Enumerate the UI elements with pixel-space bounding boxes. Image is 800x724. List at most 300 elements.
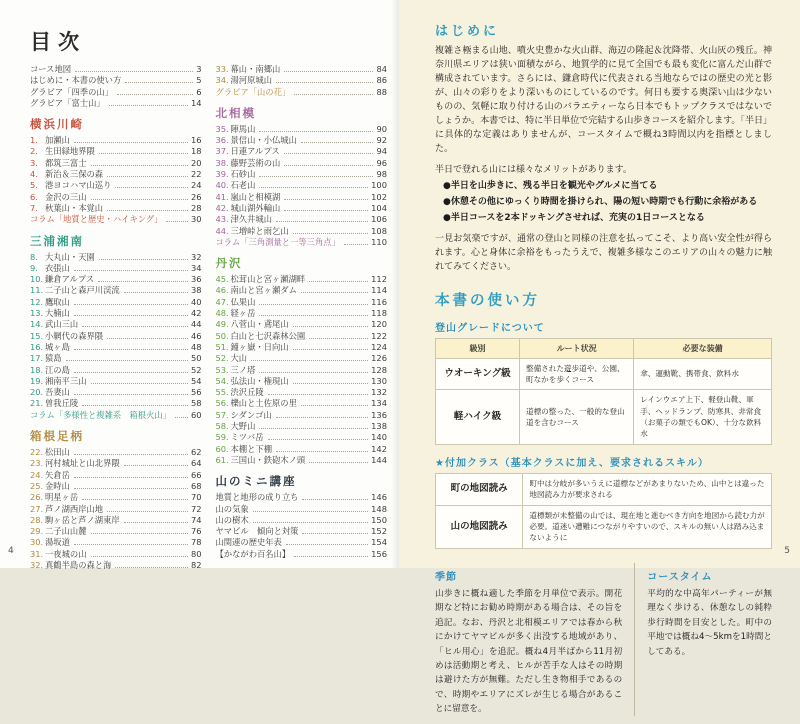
skill-name: 町の地図読み	[436, 473, 523, 505]
toc-entry-title: 新治＆三保の森	[45, 169, 104, 180]
dotted-leader	[74, 315, 188, 316]
toc-entry-page: 96	[376, 157, 387, 168]
toc-entry	[30, 492, 202, 503]
toc-entry-title: ミツバ岳	[230, 432, 264, 443]
toc-entry-title: 八菅山・鳶尾山	[230, 319, 289, 330]
dotted-leader	[175, 417, 188, 418]
toc-entry-page: 86	[376, 75, 387, 86]
toc-entry	[30, 146, 202, 157]
toc-entry-title: 櫟山と土佐原の里	[230, 398, 297, 409]
toc-entry-page: 88	[376, 86, 387, 97]
toc-entry	[30, 98, 202, 109]
toc-entry	[30, 285, 202, 296]
toc-entry-page: 84	[376, 64, 387, 74]
toc-entry	[216, 410, 388, 421]
toc-entry-title: 金時山	[45, 480, 70, 491]
dotted-leader	[166, 221, 188, 222]
toc-section-heading: 三浦湘南	[30, 233, 84, 248]
toc-entry	[216, 353, 388, 364]
toc-entry-title: 湘南平三山	[45, 375, 87, 386]
toc-entry-page: 122	[371, 330, 387, 341]
dotted-leader	[115, 187, 188, 188]
right-page-number: 5	[784, 546, 790, 556]
toc-entry-number: 44.	[215, 225, 229, 236]
toc-entry-page: 134	[371, 398, 387, 409]
toc-entry	[216, 492, 388, 503]
dotted-leader	[294, 94, 373, 95]
dotted-leader	[117, 94, 193, 95]
toc-entry	[216, 192, 388, 203]
dotted-leader	[253, 511, 368, 512]
toc-entry-title: 嵐山と相模湖	[230, 191, 281, 202]
toc-entry	[30, 447, 202, 458]
dotted-leader	[99, 259, 188, 260]
toc-entry	[216, 135, 388, 146]
toc-entry-title: 金沢の三山	[45, 191, 87, 202]
dotted-leader	[91, 165, 188, 166]
toc-entry-number: 21.	[30, 398, 44, 409]
toc-entry-page: 44	[190, 319, 202, 330]
toc-entry-title: 河村城址と山北界隈	[45, 458, 120, 469]
dotted-leader	[309, 462, 368, 463]
toc-entry-page: 64	[190, 458, 202, 469]
toc-entry-title: コラム「地質と歴史・ハイキング」	[30, 214, 163, 225]
toc-entry	[30, 537, 202, 548]
coursetime-body: 平均的な中高年パーティーが無理なく歩ける、休憩なしの純粋歩行時間を目安とした。町中の平地では概ね4〜5kmを1時間としてある。	[647, 588, 772, 657]
toc-entry	[216, 237, 388, 248]
toc-section	[216, 105, 388, 248]
toc-entry-title: 渋沢丘陵	[230, 387, 264, 398]
toc-entry-number: 22.	[30, 447, 44, 458]
dotted-leader	[107, 210, 188, 211]
toc-entry-title: 鐘ヶ嶽・日向山	[230, 341, 289, 352]
toc-entry-page: 66	[190, 469, 202, 480]
toc-entry	[30, 353, 202, 364]
dotted-leader	[259, 372, 368, 373]
toc-entry	[30, 410, 202, 421]
toc-entry-number: 14.	[30, 319, 44, 330]
toc-entry-title: シダンゴ山	[230, 409, 272, 420]
toc-entry-page: 142	[371, 443, 387, 454]
dotted-leader	[82, 405, 188, 406]
toc-entry-title: 都筑三富士	[45, 157, 87, 168]
season-section	[435, 559, 622, 724]
toc-entry	[216, 421, 388, 432]
toc-entry-number: 20.	[30, 387, 44, 398]
toc-entry-number: 11.	[30, 285, 44, 296]
dotted-leader	[284, 71, 373, 72]
toc-entry-number: 37.	[215, 146, 229, 157]
dotted-leader	[124, 292, 188, 293]
toc-entry-page: 18	[190, 146, 202, 157]
dotted-leader	[293, 326, 369, 327]
toc-entry-number: 55.	[215, 387, 229, 398]
toc-entry-number: 60.	[215, 443, 229, 454]
toc-entry-title: 仏果山	[230, 296, 256, 307]
dotted-leader	[74, 142, 188, 143]
toc-entry	[30, 203, 202, 214]
column-divider	[634, 563, 635, 716]
dotted-leader	[74, 270, 188, 271]
skill-description: 町中は分岐が多いうえに道標などがあまりないため、山中とは違った地図読み力が要求される	[523, 473, 772, 505]
toc-entry-page: 26	[190, 191, 202, 202]
toc-entry-page: 42	[190, 308, 202, 319]
toc-column-2	[216, 64, 388, 576]
toc-entry	[216, 226, 388, 237]
dotted-leader	[74, 488, 188, 489]
toc-entry-page: 116	[371, 296, 387, 307]
toc-entry-number: 39.	[215, 169, 229, 180]
intro-page	[399, 0, 800, 715]
toc-entry-page: 22	[190, 169, 202, 180]
toc-entry	[216, 297, 388, 308]
toc-entry-title: コラム「三角測量と一等三角点」	[215, 236, 340, 247]
toc-entry-title: 山の気象	[215, 503, 249, 514]
dotted-leader	[259, 304, 368, 305]
toc-entry-title: 石砂山	[230, 169, 256, 180]
dotted-leader	[74, 349, 188, 350]
toc-entry-title: はじめに・本書の使い方	[30, 75, 122, 86]
toc-entry-title: グラビア「山の花」	[215, 86, 291, 97]
dotted-leader	[82, 326, 188, 327]
toc-entry	[216, 87, 388, 98]
toc-section-heading: 北相模	[215, 105, 256, 120]
bottom-columns	[435, 559, 772, 724]
toc-entry-title: コラム「多様性と複雑系 箱根火山」	[30, 409, 171, 420]
dotted-leader	[74, 304, 188, 305]
toc-entry-number: 19.	[30, 375, 44, 386]
toc-entry-number: 25.	[30, 480, 44, 491]
toc-entry-page: 5	[196, 75, 202, 86]
dotted-leader	[301, 405, 368, 406]
toc-entry-page: 50	[190, 353, 202, 364]
dotted-leader	[276, 82, 373, 83]
grade-name: 軽ハイク級	[436, 390, 520, 445]
dotted-leader	[253, 522, 368, 523]
toc-entry-page: 80	[190, 548, 202, 559]
toc-entry-page: 82	[190, 559, 202, 570]
dotted-leader	[293, 233, 369, 234]
merit-item: ●休憩その他にゆっくり時間を掛けられ、陽の短い時期でも行動に余裕がある	[443, 197, 758, 208]
dotted-leader	[107, 338, 188, 339]
toc-entry	[216, 365, 388, 376]
toc-entry	[30, 158, 202, 169]
toc-entry	[30, 135, 202, 146]
toc-entry-number: 27.	[30, 503, 44, 514]
dotted-leader	[268, 394, 368, 395]
toc-entry-title: 景信山・小仏城山	[230, 135, 297, 146]
toc-entry-title: 二子山山麓	[45, 526, 87, 537]
dotted-leader	[74, 372, 188, 373]
toc-entry-title: コース地図	[30, 64, 72, 74]
toc-entry-number: 50.	[215, 330, 229, 341]
toc-entry	[30, 308, 202, 319]
toc-entry	[216, 432, 388, 443]
toc-entry	[30, 75, 202, 86]
toc-section-rows	[216, 124, 388, 248]
toc-entry-page: 74	[190, 514, 202, 525]
toc-entry-page: 118	[371, 308, 387, 319]
toc-section	[216, 255, 388, 466]
toc-entry-title: 鎌倉アルプス	[45, 274, 95, 285]
grade-route: 整備された遊歩道や、公園、町なかを歩くコース	[520, 358, 634, 390]
dotted-leader	[301, 142, 374, 143]
dotted-leader	[276, 451, 368, 452]
toc-entry	[216, 455, 388, 466]
toc-section-rows	[216, 492, 388, 560]
toc-entry	[216, 331, 388, 342]
toc-entry-page: 56	[190, 387, 202, 398]
toc-entry-page: 28	[190, 202, 202, 213]
toc-entry-page: 94	[376, 146, 387, 157]
toc-entry-number: 18.	[30, 364, 44, 375]
toc-entry-title: 日連アルプス	[230, 146, 280, 157]
toc-section-rows	[30, 135, 202, 225]
toc-section-rows	[30, 447, 202, 571]
toc-entry-title: 江の島	[45, 364, 70, 375]
toc-section	[216, 473, 388, 560]
grade-equipment: 傘、運動靴、携帯食、飲料水	[634, 358, 772, 390]
toc-entry-page: 152	[371, 526, 387, 537]
merit-item: ●半日コースを2本ドッキングさせれば、充実の1日コースとなる	[443, 212, 705, 223]
dotted-leader	[124, 465, 188, 466]
toc-entry-title: 加瀬山	[45, 135, 70, 146]
toc-entry	[30, 481, 202, 492]
toc-entry-page: 62	[190, 447, 202, 458]
toc-entry-number: 38.	[215, 157, 229, 168]
toc-entry	[30, 297, 202, 308]
toc-entry	[216, 64, 388, 75]
toc-entry	[216, 398, 388, 409]
toc-entry-title: 芦ノ湖西岸山地	[45, 503, 104, 514]
toc-entry	[30, 252, 202, 263]
dotted-leader	[74, 454, 188, 455]
toc-entry-title: 生田緑地界隈	[45, 146, 95, 157]
toc-entry	[30, 549, 202, 560]
toc-entry-page: 6	[196, 86, 202, 97]
toc-entry-page: 112	[371, 274, 387, 285]
toc-entry-number: 45.	[215, 274, 229, 285]
toc-entry-title: 石老山	[230, 180, 256, 191]
extra-class-heading: ★付加クラス（基本クラスに加え、要求されるスキル）	[435, 457, 709, 469]
toc-entry-number: 46.	[215, 285, 229, 296]
dotted-leader	[74, 394, 188, 395]
toc-section-heading: 山のミニ講座	[215, 474, 297, 489]
toc-entry-page: 120	[371, 319, 387, 330]
dotted-leader	[294, 556, 368, 557]
dotted-leader	[259, 176, 373, 177]
grade-table	[435, 338, 772, 445]
toc-entry-title: 【かながわ百名山】	[215, 548, 291, 559]
toc-entry-page: 58	[190, 398, 202, 409]
extra-class-table	[435, 473, 772, 549]
toc-entry-title: 曽我丘陵	[45, 398, 79, 409]
merit-list	[443, 179, 772, 226]
toc-entry-page: 3	[196, 64, 202, 74]
toc-entry-number: 29.	[30, 526, 44, 537]
toc-entry	[216, 549, 388, 560]
dotted-leader	[286, 544, 368, 545]
toc-entry-page: 114	[371, 285, 387, 296]
toc-entry-page: 106	[371, 214, 387, 225]
toc-entry-number: 24.	[30, 469, 44, 480]
toc-entry-title: 大楠山	[45, 308, 70, 319]
toc-entry-title: 弘法山・権現山	[230, 375, 289, 386]
toc-entry-title: 一夜城の山	[45, 548, 87, 559]
toc-entry	[216, 203, 388, 214]
toc-entry-number: 43.	[215, 214, 229, 225]
toc-entry-page: 140	[371, 432, 387, 443]
toc-entry-page: 30	[190, 214, 202, 225]
toc-entry-title: ヤマビル 傾向と対策	[215, 526, 299, 537]
toc-entry-title: 二子山と森戸川渓流	[45, 285, 120, 296]
toc-section-heading: 丹沢	[215, 256, 243, 271]
toc-entry-title: 三増峠と雨乞山	[230, 225, 289, 236]
toc-entry-page: 126	[371, 353, 387, 364]
toc-entry	[216, 124, 388, 135]
toc-entry-page: 14	[190, 97, 202, 108]
toc-section-heading: 箱根足柄	[30, 429, 84, 444]
toc-entry-title: 三ノ塔	[230, 364, 256, 375]
dotted-leader	[259, 131, 373, 132]
toc-entry-number: 53.	[215, 364, 229, 375]
toc-entry-title: 明星ヶ岳	[45, 492, 79, 503]
toc-entry-number: 56.	[215, 398, 229, 409]
toc-entry-title: 山関連の歴史年表	[215, 537, 282, 548]
grade-route: 道標の整った、一般的な登山道を含むコース	[520, 390, 634, 445]
toc-entry-page: 98	[376, 169, 387, 180]
toc-entry-number: 9.	[30, 262, 38, 273]
toc-entry-number: 40.	[215, 180, 229, 191]
toc-entry	[216, 319, 388, 330]
toc-entry-title: 城山湖外輪山	[230, 202, 281, 213]
dotted-leader	[82, 499, 188, 500]
toc-section-rows	[30, 64, 202, 109]
dotted-leader	[259, 428, 368, 429]
toc-entry	[30, 87, 202, 98]
toc-entry-title: 湯坂道	[45, 537, 70, 548]
toc-entry	[30, 365, 202, 376]
toc-entry-number: 13.	[30, 308, 44, 319]
toc-entry-number: 61.	[215, 454, 229, 465]
grade-section-heading: 登山グレードについて	[435, 322, 545, 334]
toc-entry-number: 5.	[30, 180, 38, 191]
toc-entry-page: 54	[190, 375, 202, 386]
toc-entry-number: 7.	[30, 202, 38, 213]
toc-entry-number: 2.	[30, 146, 38, 157]
toc-entry-page: 102	[371, 191, 387, 202]
toc-entry-title: 猿島	[45, 353, 62, 364]
toc-entry-page: 70	[190, 492, 202, 503]
toc-entry-title: 本棚と下棚	[230, 443, 272, 454]
toc-entry-page: 136	[371, 409, 387, 420]
toc-entry-title: 白山と七沢森林公園	[230, 330, 306, 341]
toc-entry-title: 湯河原城山	[230, 75, 272, 86]
toc-entry	[216, 387, 388, 398]
toc-entry-number: 3.	[30, 157, 38, 168]
toc-entry-number: 47.	[215, 296, 229, 307]
toc-entry-number: 17.	[30, 353, 44, 364]
toc-entry-title: 城ヶ島	[45, 341, 70, 352]
toc-entry	[30, 192, 202, 203]
dotted-leader	[309, 281, 368, 282]
toc-entry-title: 小網代の森界隈	[45, 330, 104, 341]
toc-entry	[30, 331, 202, 342]
toc-section-heading: 横浜川崎	[30, 117, 84, 132]
toc-column-1	[30, 64, 202, 576]
dotted-leader	[293, 349, 369, 350]
dotted-leader	[75, 71, 193, 72]
skill-name: 山の地図読み	[436, 505, 523, 548]
toc-entry	[216, 308, 388, 319]
coursetime-heading: コースタイム	[647, 571, 713, 583]
toc-entry-page: 38	[190, 285, 202, 296]
toc-section-rows	[216, 274, 388, 466]
toc-entry-page: 20	[190, 157, 202, 168]
toc-entry-title: グラビア「富士山」	[30, 97, 105, 108]
dotted-leader	[91, 556, 188, 557]
toc-entry-page: 128	[371, 364, 387, 375]
toc-entry-title: 武山三山	[45, 319, 79, 330]
toc-entry-title: 衣張山	[45, 262, 70, 273]
toc-entry	[30, 458, 202, 469]
dotted-leader	[74, 477, 188, 478]
toc-entry	[30, 376, 202, 387]
toc-entry	[30, 387, 202, 398]
dotted-leader	[74, 544, 188, 545]
dotted-leader	[268, 439, 369, 440]
intro-heading: はじめに	[435, 24, 500, 39]
toc-entry-title: 松茸山と宮ヶ瀬湖畔	[230, 274, 306, 285]
dotted-leader	[276, 417, 368, 418]
toc-entry-number: 51.	[215, 341, 229, 352]
season-body: 山歩きに概ね適した季節を月単位で表示。開花期など特にお勧め時期がある場合は、その旨を追記。なお、丹沢と北相模エリアでは春から秋にかけてヤマビルが多く出没する地域があり、「ヒル用心」を追記。概ね4月半ばから11月初めは活動期と考え、ヒルが苦手な人はその時期は避けた方が無難。ただし生き物相手であるので、時期やエリアにズレが生じる場合があることに留意を。	[435, 588, 623, 715]
toc-entry-title: 経ヶ岳	[230, 308, 256, 319]
toc-entry-number: 26.	[30, 492, 44, 503]
toc-entry	[30, 526, 202, 537]
toc-page-title: 目次	[30, 30, 86, 54]
toc-entry-page: 124	[371, 341, 387, 352]
toc-entry-number: 49.	[215, 319, 229, 330]
toc-entry	[30, 169, 202, 180]
toc-entry	[30, 342, 202, 353]
toc-entry-number: 6.	[30, 191, 38, 202]
dotted-leader	[284, 210, 368, 211]
toc-entry-page: 156	[371, 548, 387, 559]
toc-entry-page: 92	[376, 135, 387, 146]
toc-entry-page: 76	[190, 526, 202, 537]
grade-table-header-route: ルート状況	[520, 338, 634, 358]
toc-entry-number: 57.	[215, 409, 229, 420]
toc-entry-number: 15.	[30, 330, 44, 341]
usage-heading: 本書の使い方	[435, 292, 540, 309]
toc-entry-page: 148	[371, 503, 387, 514]
toc-entry	[216, 146, 388, 157]
toc-entry-page: 150	[371, 514, 387, 525]
toc-entry-page: 16	[190, 135, 202, 146]
toc-entry-number: 54.	[215, 375, 229, 386]
toc-entry-page: 52	[190, 364, 202, 375]
dotted-leader	[115, 567, 188, 568]
toc-entry	[216, 274, 388, 285]
toc-section	[30, 428, 202, 571]
dotted-leader	[99, 153, 188, 154]
toc-entry	[216, 214, 388, 225]
toc-entry-title: 矢倉岳	[45, 469, 70, 480]
dotted-leader	[276, 221, 368, 222]
merit-item: ●半日を山歩きに、残る半日を観光やグルメに当てる	[443, 181, 658, 192]
toc-entry	[30, 180, 202, 191]
